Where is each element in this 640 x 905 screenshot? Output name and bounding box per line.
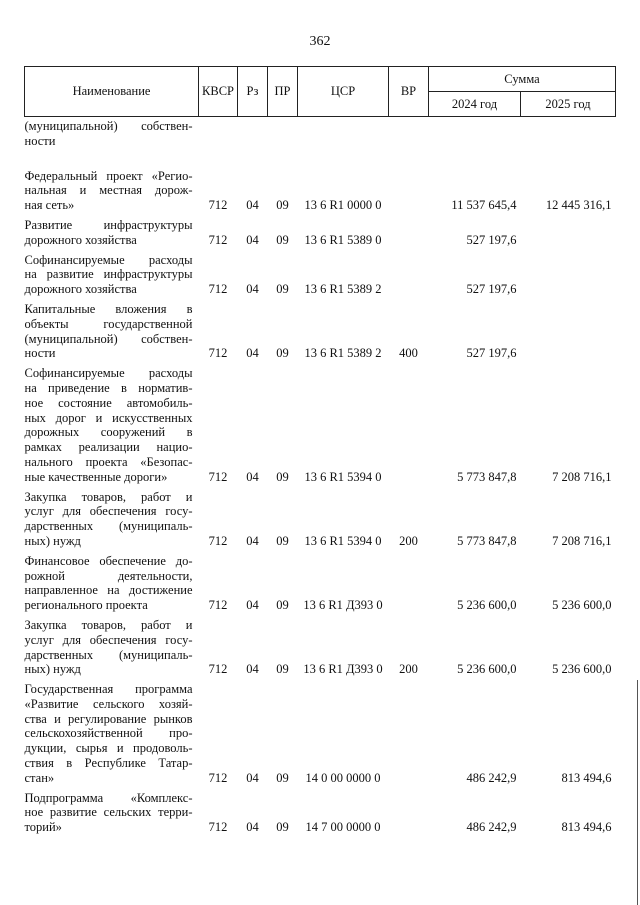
table-row <box>25 299 616 363</box>
cell-csr: 13 6 R1 5389 2 <box>304 346 382 361</box>
table-row <box>25 487 616 551</box>
cell-sum-2025: 813 494,6 <box>561 820 612 835</box>
cell-sum-2025 <box>521 117 616 151</box>
cell-kvsr: 712 <box>208 198 228 213</box>
cell-sum-2024: 5 773 847,8 <box>457 533 517 548</box>
cell-sum-2024: 527 197,6 <box>466 232 517 247</box>
cell-csr <box>298 117 389 151</box>
cell-vr <box>389 215 429 250</box>
cell-kvsr: 712 <box>208 232 228 247</box>
header-vr: ВР <box>389 67 429 117</box>
header-sum: Сумма <box>429 67 616 92</box>
cell-vr: 400 <box>399 346 418 361</box>
cell-pr: 09 <box>276 198 289 213</box>
cell-name: Софинансируемые расходы на развитие инфраструктуры дорожного хозяйства <box>24 252 193 297</box>
table-row <box>25 788 616 837</box>
table-row <box>25 117 616 151</box>
cell-sum-2024: 5 773 847,8 <box>457 469 517 484</box>
cell-kvsr: 712 <box>208 469 228 484</box>
cell-kvsr: 712 <box>208 662 228 677</box>
scan-edge-line <box>637 680 638 905</box>
cell-kvsr: 712 <box>208 346 228 361</box>
cell-rz: 04 <box>246 232 259 247</box>
cell-pr: 09 <box>276 598 289 613</box>
cell-kvsr: 712 <box>208 820 228 835</box>
cell-vr <box>389 788 429 837</box>
table-header <box>25 67 616 117</box>
cell-sum-2024: 527 197,6 <box>466 282 517 297</box>
cell-sum-2025 <box>521 215 616 250</box>
cell-csr: 13 6 R1 5394 0 <box>304 533 382 548</box>
cell-pr: 09 <box>276 282 289 297</box>
table-row <box>25 551 616 615</box>
cell-pr: 09 <box>276 662 289 677</box>
cell-vr <box>389 117 429 151</box>
table-row <box>25 679 616 788</box>
cell-name: Подпрограмма «Комплекс- ное развитие сельских терри- торий» <box>24 790 193 835</box>
header-kvsr: КВСР <box>199 67 238 117</box>
table-row <box>25 363 616 486</box>
table-row <box>25 250 616 299</box>
cell-rz: 04 <box>246 820 259 835</box>
cell-sum-2025 <box>521 250 616 299</box>
cell-kvsr: 712 <box>208 282 228 297</box>
table-row <box>25 151 616 215</box>
cell-vr <box>389 151 429 215</box>
header-year-2024: 2024 год <box>429 92 521 117</box>
cell-pr: 09 <box>276 346 289 361</box>
header-name: Наименование <box>25 67 199 117</box>
cell-kvsr: 712 <box>208 533 228 548</box>
table-body <box>25 117 616 838</box>
table-row <box>25 215 616 250</box>
header-rz: Рз <box>238 67 268 117</box>
cell-csr: 13 6 R1 Д393 0 <box>303 598 383 613</box>
cell-vr <box>389 363 429 486</box>
cell-sum-2025: 7 208 716,1 <box>552 533 612 548</box>
cell-rz <box>238 117 268 151</box>
cell-csr: 13 6 R1 5389 2 <box>304 282 382 297</box>
cell-sum-2025: 5 236 600,0 <box>552 662 612 677</box>
cell-sum-2024 <box>429 117 521 151</box>
cell-pr <box>268 117 298 151</box>
cell-rz: 04 <box>246 662 259 677</box>
cell-sum-2024: 5 236 600,0 <box>457 598 517 613</box>
page-number: 362 <box>309 34 331 49</box>
cell-rz: 04 <box>246 282 259 297</box>
cell-rz: 04 <box>246 770 259 785</box>
cell-name: (муниципальной) собствен- ности <box>24 119 193 148</box>
cell-sum-2025 <box>521 299 616 363</box>
cell-name: Государственная программа «Развитие сельского хозяй- ства и регулирование рынков сельскохозяйственной про- дукции, сырья и продоволь- ствия в Республике Татар- стан» <box>24 682 193 785</box>
cell-name: Федеральный проект «Регио- нальная и местная дорож- ная сеть» <box>24 168 193 213</box>
cell-vr <box>389 551 429 615</box>
cell-rz: 04 <box>246 469 259 484</box>
cell-name: Закупка товаров, работ и услуг для обеспечения госу- дарственных (муниципаль- ных) нужд <box>24 489 193 548</box>
cell-csr: 13 6 R1 5394 0 <box>304 469 382 484</box>
cell-csr: 14 0 00 0000 0 <box>305 770 381 785</box>
cell-name: Софинансируемые расходы на приведение в норматив- ное состояние автомобиль- ных дорог и искусственных дорожных сооружений в рамках реализации нацио- нального проекта «Безопас- ные качественные дороги» <box>24 366 193 484</box>
header-pr: ПР <box>268 67 298 117</box>
cell-sum-2025: 5 236 600,0 <box>552 598 612 613</box>
cell-rz: 04 <box>246 198 259 213</box>
cell-rz: 04 <box>246 346 259 361</box>
cell-sum-2024: 486 242,9 <box>466 820 517 835</box>
cell-vr: 200 <box>399 662 418 677</box>
table-row <box>25 615 616 679</box>
cell-sum-2024: 5 236 600,0 <box>457 662 517 677</box>
cell-pr: 09 <box>276 232 289 247</box>
cell-vr <box>389 250 429 299</box>
cell-sum-2025: 813 494,6 <box>561 770 612 785</box>
cell-kvsr: 712 <box>208 770 228 785</box>
cell-sum-2024: 11 537 645,4 <box>451 198 517 213</box>
cell-kvsr <box>199 117 238 151</box>
cell-csr: 13 6 R1 0000 0 <box>304 198 382 213</box>
cell-name: Развитие инфраструктуры дорожного хозяйства <box>24 217 193 247</box>
cell-pr: 09 <box>276 469 289 484</box>
cell-sum-2025: 7 208 716,1 <box>552 469 612 484</box>
cell-name: Закупка товаров, работ и услуг для обеспечения госу- дарственных (муниципаль- ных) нужд <box>24 617 193 677</box>
cell-pr: 09 <box>276 533 289 548</box>
cell-kvsr: 712 <box>208 598 228 613</box>
cell-name: Финансовое обеспечение до- рожной деятельности, направленное на достижение регионального проекта <box>24 553 193 613</box>
cell-vr <box>389 679 429 788</box>
cell-csr: 13 6 R1 5389 0 <box>304 232 382 247</box>
cell-name: Капитальные вложения в объекты государственной (муниципальной) собствен- ности <box>24 301 193 361</box>
cell-sum-2024: 527 197,6 <box>466 346 517 361</box>
header-csr: ЦСР <box>298 67 389 117</box>
cell-csr: 13 6 R1 Д393 0 <box>303 662 383 677</box>
cell-rz: 04 <box>246 598 259 613</box>
cell-csr: 14 7 00 0000 0 <box>305 820 381 835</box>
cell-pr: 09 <box>276 820 289 835</box>
cell-sum-2025: 12 445 316,1 <box>545 198 612 213</box>
cell-pr: 09 <box>276 770 289 785</box>
cell-sum-2024: 486 242,9 <box>466 770 517 785</box>
cell-vr: 200 <box>399 533 418 548</box>
cell-rz: 04 <box>246 533 259 548</box>
budget-table <box>24 66 616 837</box>
header-year-2025: 2025 год <box>521 92 616 117</box>
